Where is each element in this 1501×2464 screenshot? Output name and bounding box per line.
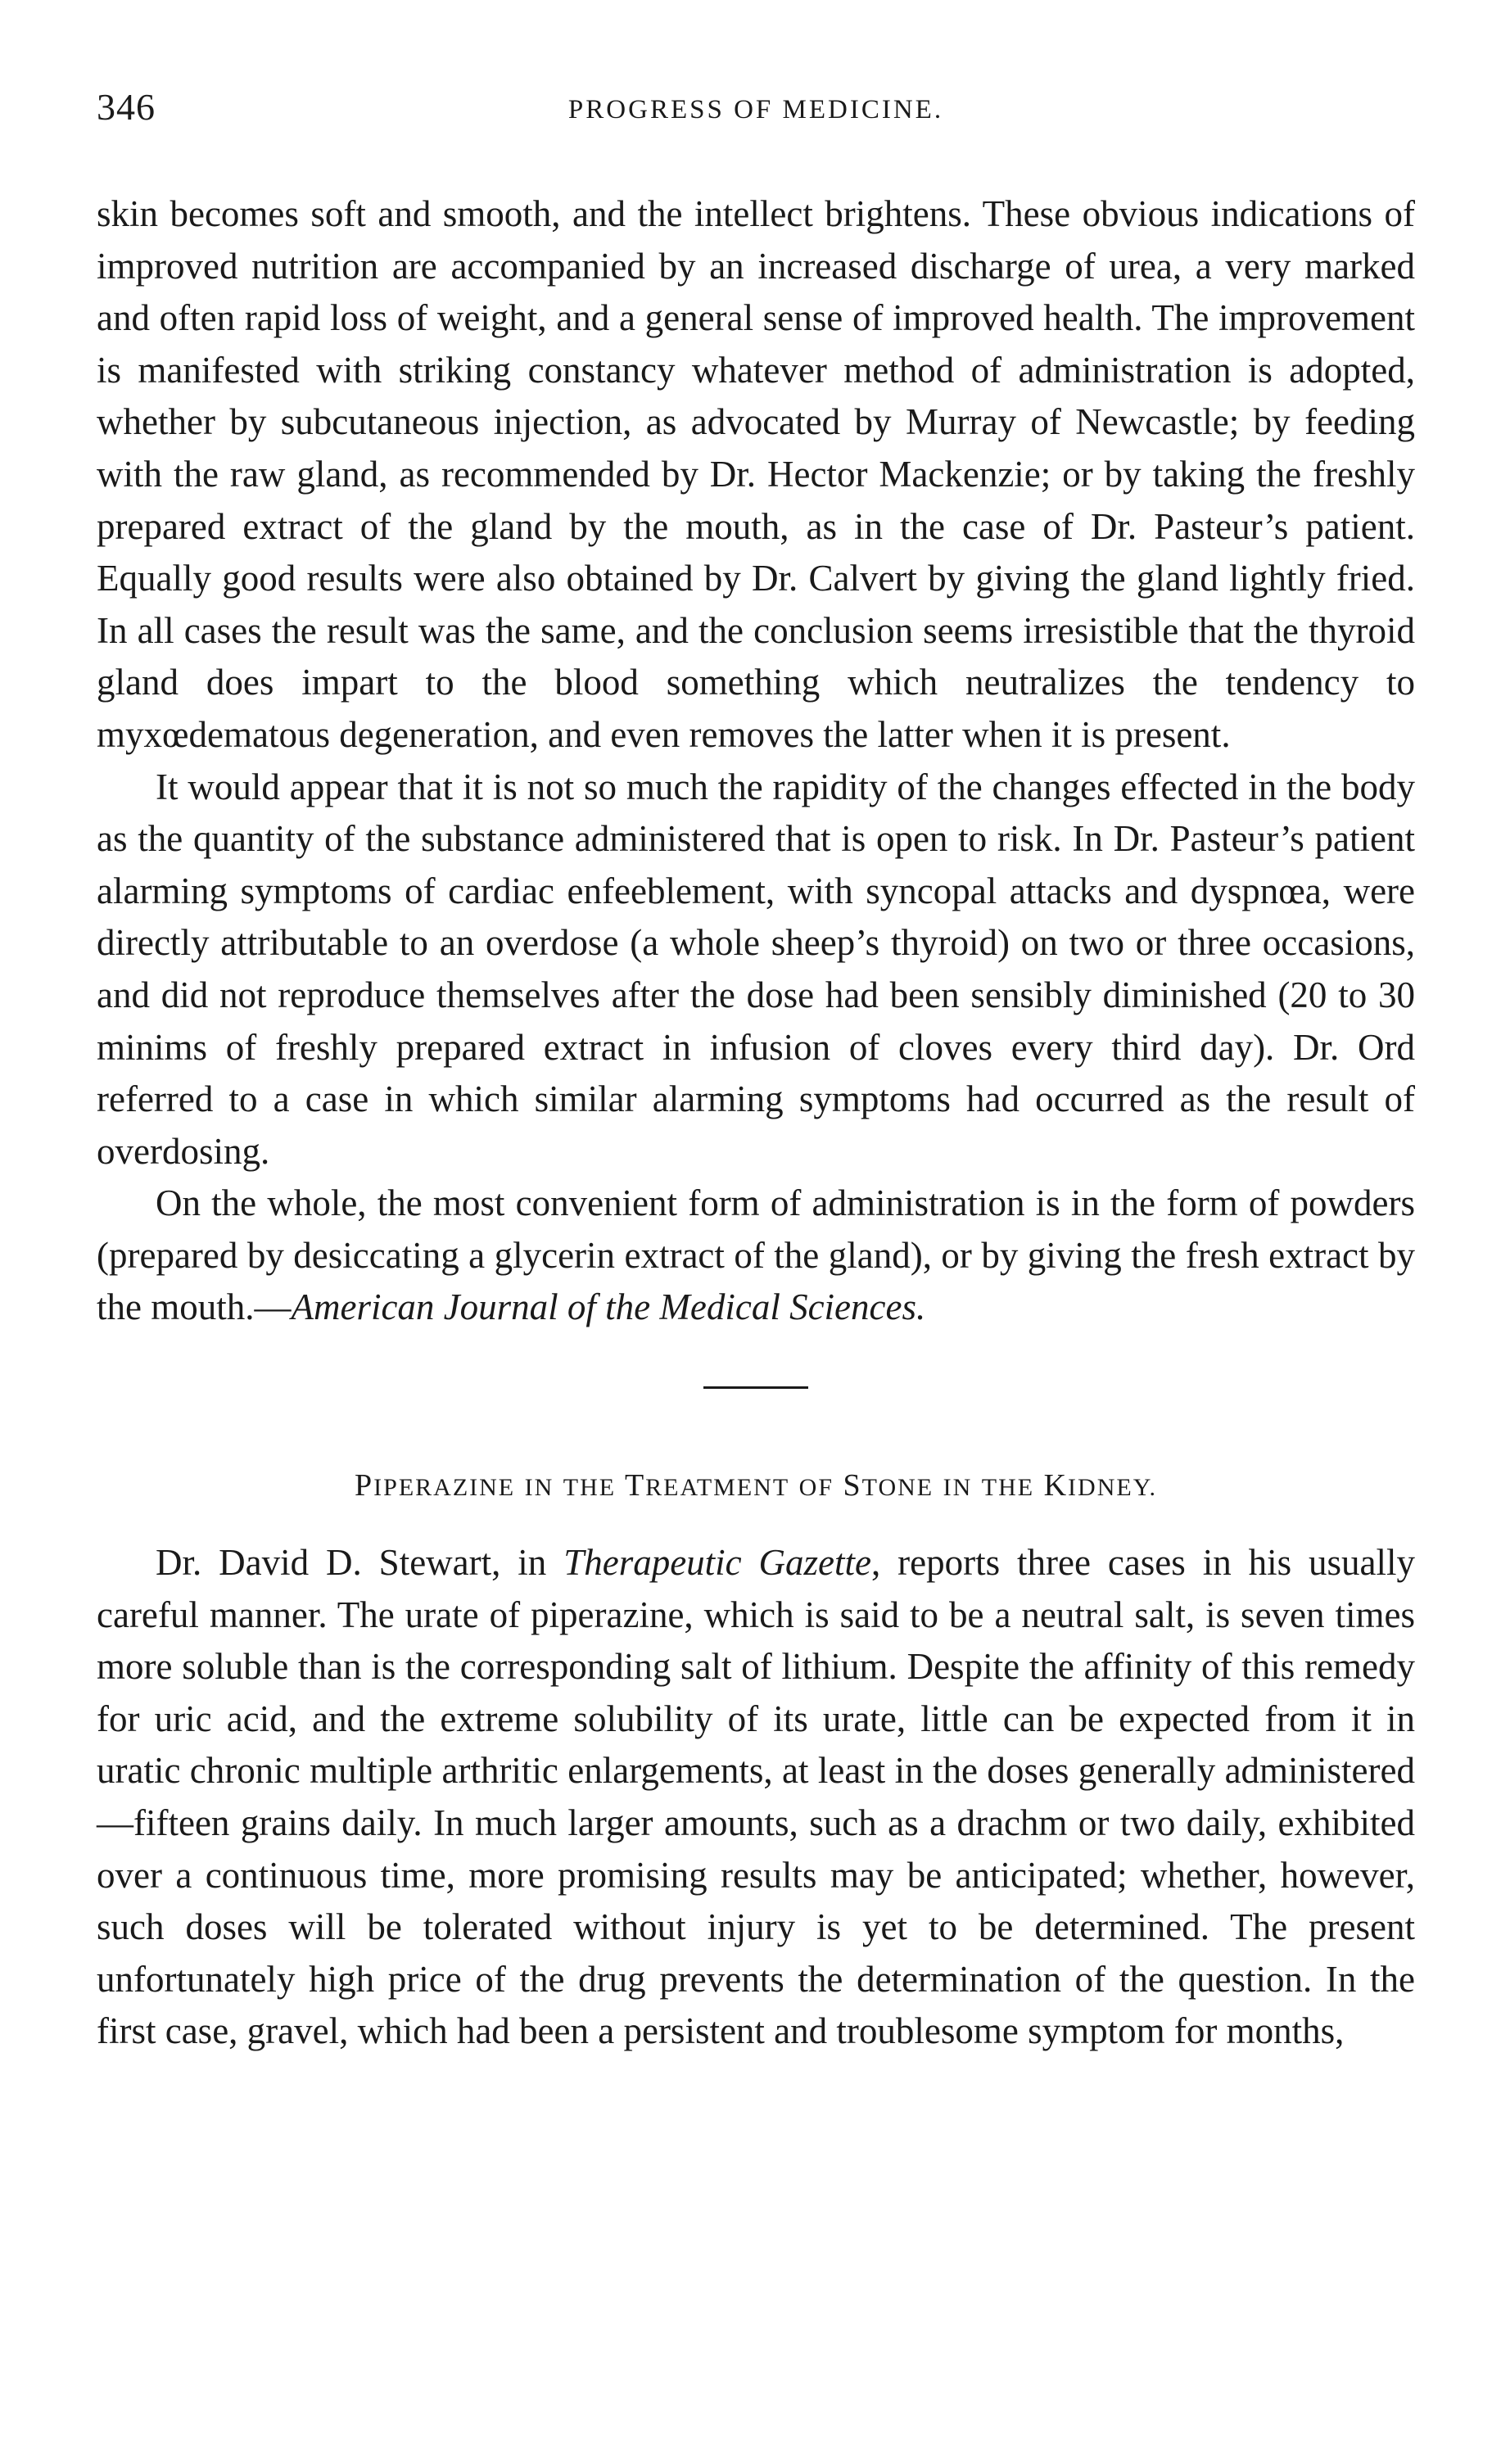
body-text xyxy=(97,188,1415,1334)
running-head: PROGRESS OF MEDICINE. xyxy=(567,95,944,124)
title-word: TONE xyxy=(861,1474,934,1502)
page-number: 346 xyxy=(97,86,156,128)
page-header xyxy=(97,85,1415,151)
section-body-text xyxy=(97,1537,1415,2058)
paragraph-overdose-risk: It would appear that it is not so much the rapidity of the changes effected in the body as the quantity of the substance administered that is open to risk. In Dr. Pasteur’s patient alarming symptoms of cardiac enfeeblement, with syncopal attacks and dyspnœa, were directly attributable to an overdose (a whole sheep’s thyroid) on two or three occasions, and did not reproduce themselves after the dose had been sensibly diminished (20 to 30 minims of freshly prepared extract in infusion of cloves every third day). Dr. Ord referred to a case in which similar alarming symptoms had occurred as the result of overdosing. xyxy=(97,766,1415,1172)
title-word: P xyxy=(355,1468,374,1503)
gazette-citation: Therapeutic Gazette xyxy=(563,1542,872,1584)
title-word: OF xyxy=(798,1474,834,1502)
title-word: IDNEY. xyxy=(1068,1474,1157,1502)
section-divider xyxy=(703,1386,808,1389)
title-word: T xyxy=(624,1468,646,1503)
title-word: THE xyxy=(563,1474,617,1502)
title-word: IPERAZINE xyxy=(373,1474,516,1502)
title-word: REATMENT xyxy=(645,1474,790,1502)
title-word: IN xyxy=(943,1474,973,1502)
book-page xyxy=(97,85,1415,2058)
paragraph-piperazine xyxy=(97,1537,1415,2058)
title-word: K xyxy=(1043,1468,1069,1503)
paragraph-piperazine-start: Dr. David D. Stewart, in xyxy=(156,1542,564,1584)
paragraph-piperazine-rest: , reports three cases in his usually careful manner. The urate of piperazine, which is said to be a neutral salt, is seven times more soluble than is the corresponding salt of lithium. Despite the affinity of this remedy for uric acid, and the extreme solubility of its urate, little can be expected from it in uratic chronic multiple arthritic enlargements, at least in the doses generally administered—fifteen grains daily. In much larger amounts, such as a drachm or two daily, exhibited over a continuous time, more promising results may be anticipated; whether, however, such doses will be tolerated without injury is yet to be determined. The present unfortunately high price of the drug prevents the determination of the question. In the first case, gravel, which had been a persistent and troublesome symptom for months, xyxy=(97,1542,1415,2052)
journal-citation: American Journal of the Medical Sciences. xyxy=(291,1286,926,1328)
title-word: THE xyxy=(981,1474,1035,1502)
paragraph-administration-form xyxy=(97,1178,1415,1334)
title-word: IN xyxy=(524,1474,554,1502)
paragraph-administration-text: On the whole, the most convenient form of administration is in the form of powders (prepared by desiccating a glycerin extract of the gland), or by giving the fresh extract by the mouth.— xyxy=(97,1182,1415,1328)
paragraph-thyroid-effects: skin becomes soft and smooth, and the intellect brightens. These obvious indications of improved nutrition are accompanied by an increased discharge of urea, a very marked and often rapid loss of weight, and a general sense of improved health. The improvement is manifested with striking constancy whatever method of administration is adopted, whether by subcutaneous injection, as advocated by Murray of Newcastle; by feeding with the raw gland, as recommended by Dr. Hector Mackenzie; or by taking the freshly prepared extract of the gland by the mouth, as in the case of Dr. Pasteur’s patient. Equally good results were also obtained by Dr. Calvert by giving the gland lightly fried. In all cases the result was the same, and the conclusion seems irresistible that the thyroid gland does impart to the blood something which neutralizes the tendency to myxœdematous degeneration, and even removes the latter when it is present. xyxy=(97,193,1415,755)
title-word: S xyxy=(843,1468,862,1503)
section-title xyxy=(97,1461,1415,1512)
